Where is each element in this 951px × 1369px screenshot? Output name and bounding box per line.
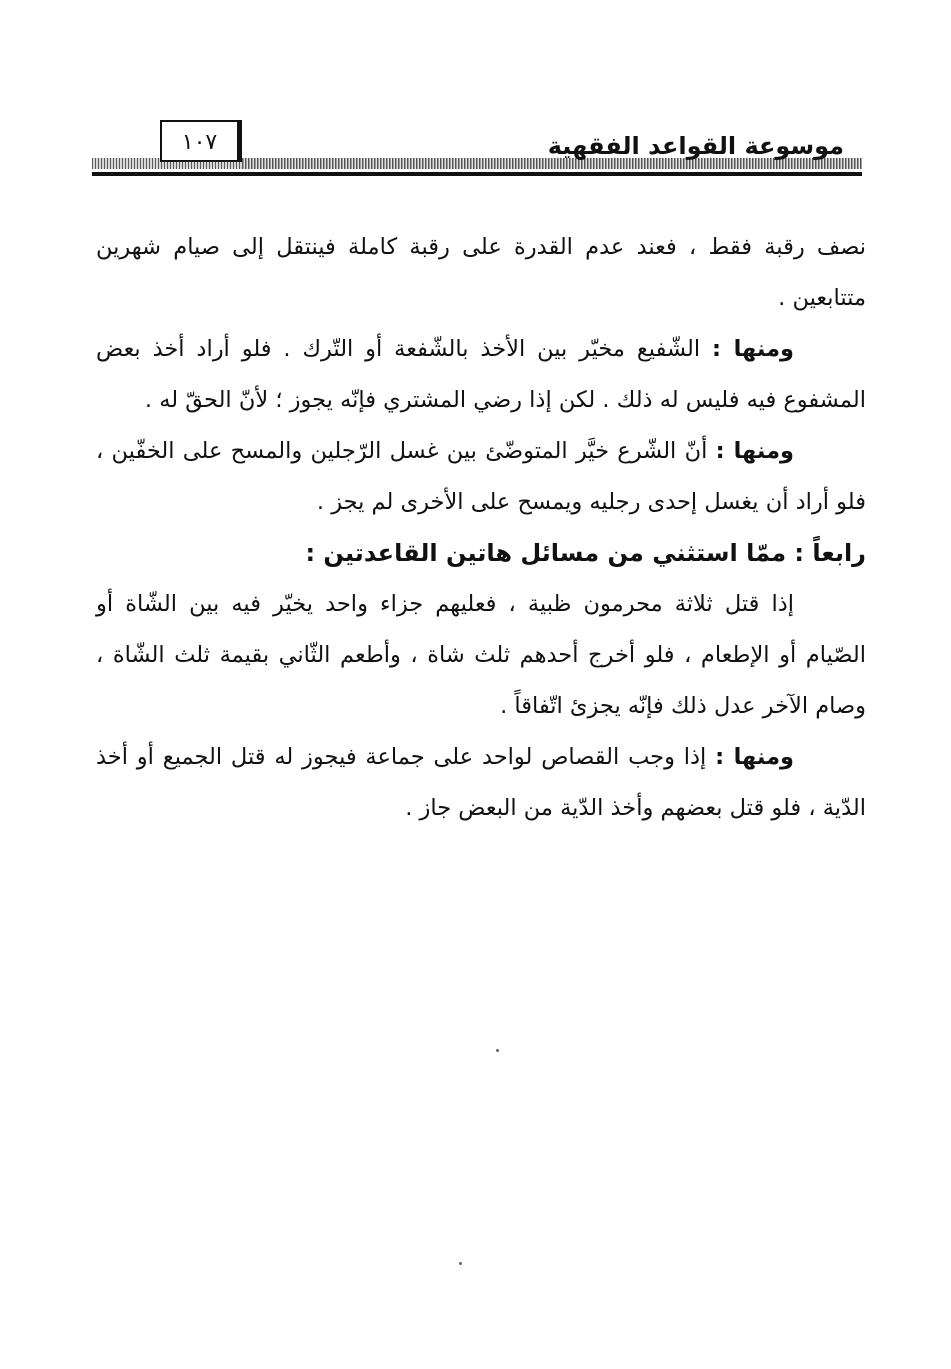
paragraph-5: [96, 732, 866, 834]
page-header: [92, 118, 862, 180]
paragraph-text: إذا وجب القصاص لواحد على جماعة فيجوز له قتل الجميع أو أخذ الدّية ، فلو قتل بعضهم وأخذ الدّية من البعض جاز .: [96, 744, 866, 821]
paragraph-text: نصف رقبة فقط ، فعند عدم القدرة على رقبة كاملة فينتقل إلى صيام شهرين متتابعين .: [96, 234, 866, 311]
book-title: موسوعة القواعد الفقهية: [547, 132, 844, 160]
paragraph-text: إذا قتل ثلاثة محرمون ظبية ، فعليهم جزاء واحد يخيّر فيه بين الشّاة أو الصّيام أو الإطعام ، فلو أخرج أحدهم ثلث شاة ، وأطعم الثّاني بقيمة ثلث الشّاة ، وصام الآخر عدل ذلك فإنّه يجزئ اتّفاقاً .: [96, 591, 866, 719]
scan-speck: [496, 1049, 499, 1052]
paragraph-text: أنّ الشّرع خيَّر المتوضّئ بين غسل الرّجلين والمسح على الخفّين ، فلو أراد أن يغسل إحدى رجليه ويمسح على الأخرى لم يجز .: [96, 438, 866, 515]
page-body: [96, 222, 866, 834]
paragraph-text: الشّفيع مخيّر بين الأخذ بالشّفعة أو التّرك . فلو أراد أخذ بعض المشفوع فيه فليس له ذلك . لكن إذا رضي المشتري فإنّه يجوز ؛ لأنّ الحقّ له .: [96, 336, 866, 413]
paragraph-3: [96, 426, 866, 528]
header-rule-line: [92, 172, 862, 176]
page-number: ١٠٧: [181, 130, 218, 155]
section-heading: رابعاً : ممّا استثني من مسائل هاتين القاعدتين :: [305, 539, 866, 567]
paragraph-lead: ومنها :: [712, 336, 795, 362]
paragraph-2: [96, 324, 866, 426]
paragraph-lead: ومنها :: [715, 438, 795, 464]
paragraph-lead: ومنها :: [715, 744, 795, 770]
paragraph-1: [96, 222, 866, 324]
page-number-box: [160, 120, 242, 162]
paragraph-4: [96, 579, 866, 732]
scan-speck: [459, 1262, 462, 1265]
